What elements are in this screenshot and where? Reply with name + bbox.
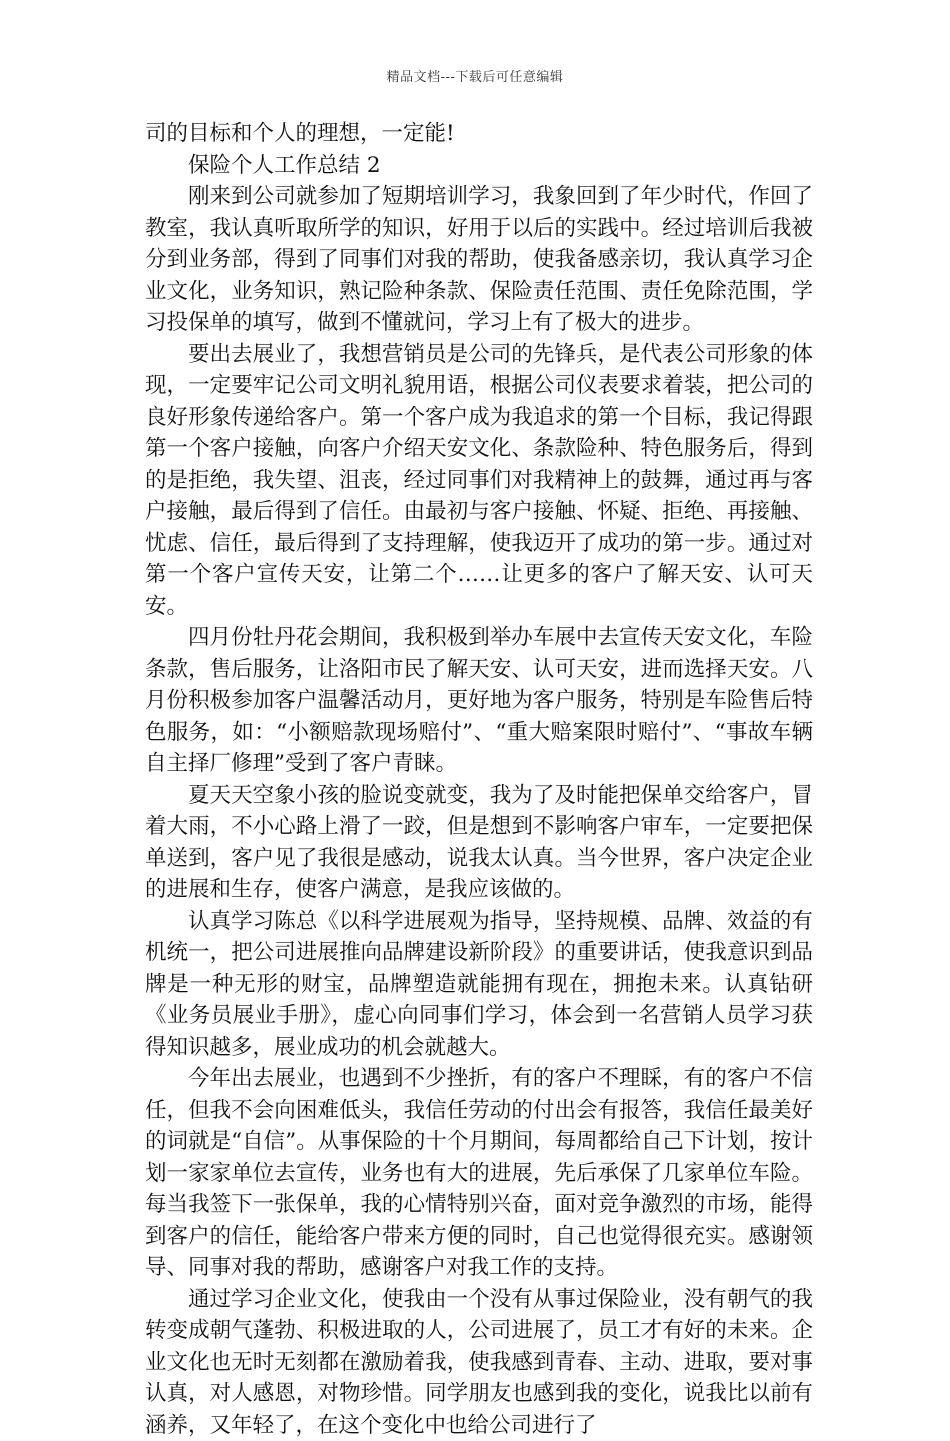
paragraph: 夏天天空象小孩的脸说变就变，我为了及时能把保单交给客户，冒着大雨，不小心路上滑了一跤，但是想到不影响客户审车，一定要把保单送到，客户见了我很是感动，说我太认真。当今世界，客户决定企业的进展和生存，使客户满意，是我应该做的。 xyxy=(145,780,813,906)
paragraph: 要出去展业了，我想营销员是公司的先锋兵，是代表公司形象的体现，一定要牢记公司文明礼貌用语，根据公司仪表要求着装，把公司的良好形象传递给客户。第一个客户成为我追求的第一个目标，我记得跟第一个客户接触，向客户介绍天安文化、条款险种、特色服务后，得到的是拒绝，我失望、沮丧，经过同事们对我精神上的鼓舞，通过再与客户接触，最后得到了信任。由最初与客户接触、怀疑、拒绝、再接触、忧虑、信任，最后得到了支持理解，使我迈开了成功的第一步。通过对第一个客户宣传天安，让第二个……让更多的客户了解天安、认可天安。 xyxy=(145,339,813,623)
paragraph: 通过学习企业文化，使我由一个没有从事过保险业，没有朝气的我转变成朝气蓬勃、积极进取的人，公司进展了，员工才有好的未来。企业文化也无时无刻都在激励着我，使我感到青春、主动、进取，要对事认真，对人感恩，对物珍惜。同学朋友也感到我的变化，说我比以前有涵养，又年轻了，在这个变化中也给公司进行了 xyxy=(145,1284,813,1441)
page-header: 精品文档---下载后可任意编辑 xyxy=(0,66,950,85)
paragraph: 刚来到公司就参加了短期培训学习，我象回到了年少时代，作回了教室，我认真听取所学的知识，好用于以后的实践中。经过培训后我被分到业务部，得到了同事们对我的帮助，使我备感亲切，我认真学习企业文化，业务知识，熟记险种条款、保险责任范围、责任免除范围，学习投保单的填写，做到不懂就问，学习上有了极大的进步。 xyxy=(145,181,813,339)
document-body xyxy=(145,118,813,1441)
paragraph: 认真学习陈总《以科学进展观为指导，坚持规模、品牌、效益的有机统一，把公司进展推向品牌建设新阶段》的重要讲话，使我意识到品牌是一种无形的财宝，品牌塑造就能拥有现在，拥抱未来。认真钻研《业务员展业手册》，虚心向同事们学习，体会到一名营销人员学习获得知识越多，展业成功的机会就越大。 xyxy=(145,906,813,1064)
paragraph: 四月份牡丹花会期间，我积极到举办车展中去宣传天安文化，车险条款，售后服务，让洛阳市民了解天安、认可天安，进而选择天安。八月份积极参加客户温馨活动月，更好地为客户服务，特别是车险售后特色服务，如：“小额赔款现场赔付”、“重大赔案限时赔付”、“事故车辆自主择厂修理”受到了客户青睐。 xyxy=(145,622,813,780)
section-title: 保险个人工作总结 2 xyxy=(145,150,813,182)
paragraph: 今年出去展业，也遇到不少挫折，有的客户不理睬，有的客户不信任，但我不会向困难低头，我信任劳动的付出会有报答，我信任最美好的词就是“自信”。从事保险的十个月期间，每周都给自己下计划，按计划一家家单位去宣传，业务也有大的进展，先后承保了几家单位车险。每当我签下一张保单，我的心情特别兴奋，面对竞争激烈的市场，能得到客户的信任，能给客户带来方便的同时，自己也觉得很充实。感谢领导、同事对我的帮助，感谢客户对我工作的支持。 xyxy=(145,1063,813,1284)
paragraph-continuation: 司的目标和个人的理想，一定能! xyxy=(145,118,813,150)
